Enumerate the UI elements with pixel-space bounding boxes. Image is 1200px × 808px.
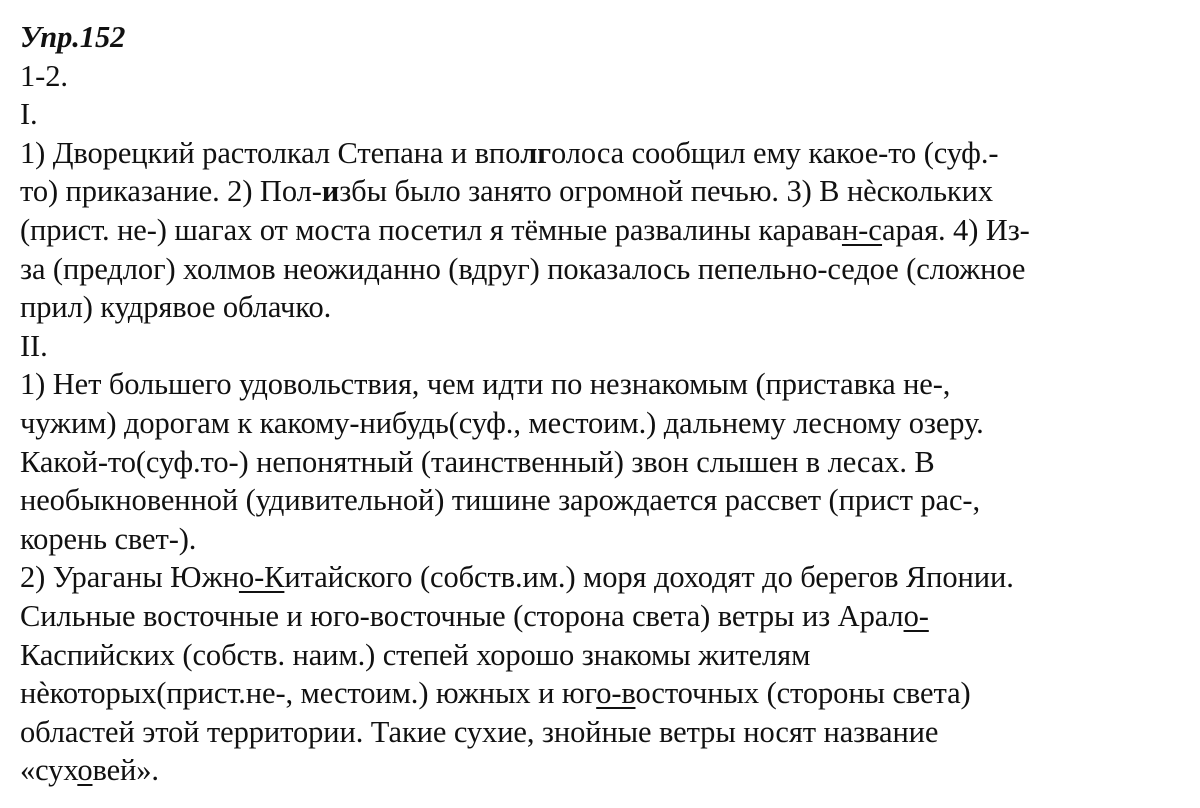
section-2-marker: II.: [20, 328, 48, 363]
section-1-line-1: [20, 134, 1180, 173]
section-2-line-2: чужим) дорогам к какому-нибудь(суф., местоим.) дальнему лесному озеру.: [20, 405, 984, 440]
section-1-line-2: [20, 172, 1180, 211]
exercise-title: Упр.152: [20, 20, 126, 54]
text-run: итайского (собств.им.) моря доходят до берегов Японии.: [284, 560, 1014, 595]
section-2-line-11: [20, 751, 1180, 790]
text-run: 1) Дворецкий растолкал Степана и впо: [20, 135, 521, 170]
section-1-marker: I.: [20, 97, 38, 132]
text-run: (прист. не-) шагах от моста посетил я тёмные развалины карава: [20, 212, 842, 247]
section-2-line-5: корень свет-).: [20, 521, 197, 556]
text-run: 2) Ураганы Южн: [20, 560, 239, 595]
text-run: олоса сообщил ему какое-то (суф.-: [551, 135, 999, 170]
section-2-line-3: Какой-то(суф.то-) непонятный (таинственный) звон слышен в лесах. В: [20, 444, 935, 479]
exercise-subtitle: 1-2.: [20, 58, 68, 93]
text-run: «сух: [20, 753, 78, 788]
underlined-highlight: о: [77, 753, 93, 788]
text-run: арая. 4) Из-: [882, 212, 1030, 247]
section-2-line-10: областей этой территории. Такие сухие, знойные ветры носят название: [20, 714, 939, 749]
section-1-line-4: за (предлог) холмов неожиданно (вдруг) показалось пепельно-седое (сложное: [20, 251, 1026, 286]
text-run: то) приказание. 2) Пол-: [20, 174, 322, 209]
section-1-line-3: [20, 211, 1180, 250]
section-2-line-9: [20, 674, 1180, 713]
section-2-line-4: необыкновенной (удивительной) тишине зарождается рассвет (прист рас-,: [20, 483, 980, 518]
section-1-line-5: прил) кудрявое облачко.: [20, 290, 332, 325]
underlined-highlight: о-: [903, 598, 929, 633]
text-run: нѐкоторых(прист.не-, местоим.) южных и юг: [20, 676, 597, 711]
section-2-line-1: 1) Нет большего удовольствия, чем идти по незнакомым (приставка не-,: [20, 367, 951, 402]
text-run: осточных (стороны света): [635, 676, 971, 711]
underlined-highlight: о-в: [596, 676, 636, 711]
section-2-line-8: Каспийских (собств. наим.) степей хорошо знакомы жителям: [20, 637, 811, 672]
section-2-line-7: [20, 597, 1180, 636]
text-run: Сильные восточные и юго-восточные (сторона света) ветры из Арал: [20, 598, 904, 633]
section-2-line-6: [20, 558, 1180, 597]
underlined-highlight: н-с: [841, 212, 883, 247]
text-run: вей».: [92, 753, 159, 788]
bold-highlight: и: [321, 174, 340, 209]
bold-highlight: лг: [520, 135, 552, 170]
underlined-highlight: о-К: [238, 560, 285, 595]
text-run: збы было занято огромной печью. 3) В нѐскольких: [339, 174, 993, 209]
